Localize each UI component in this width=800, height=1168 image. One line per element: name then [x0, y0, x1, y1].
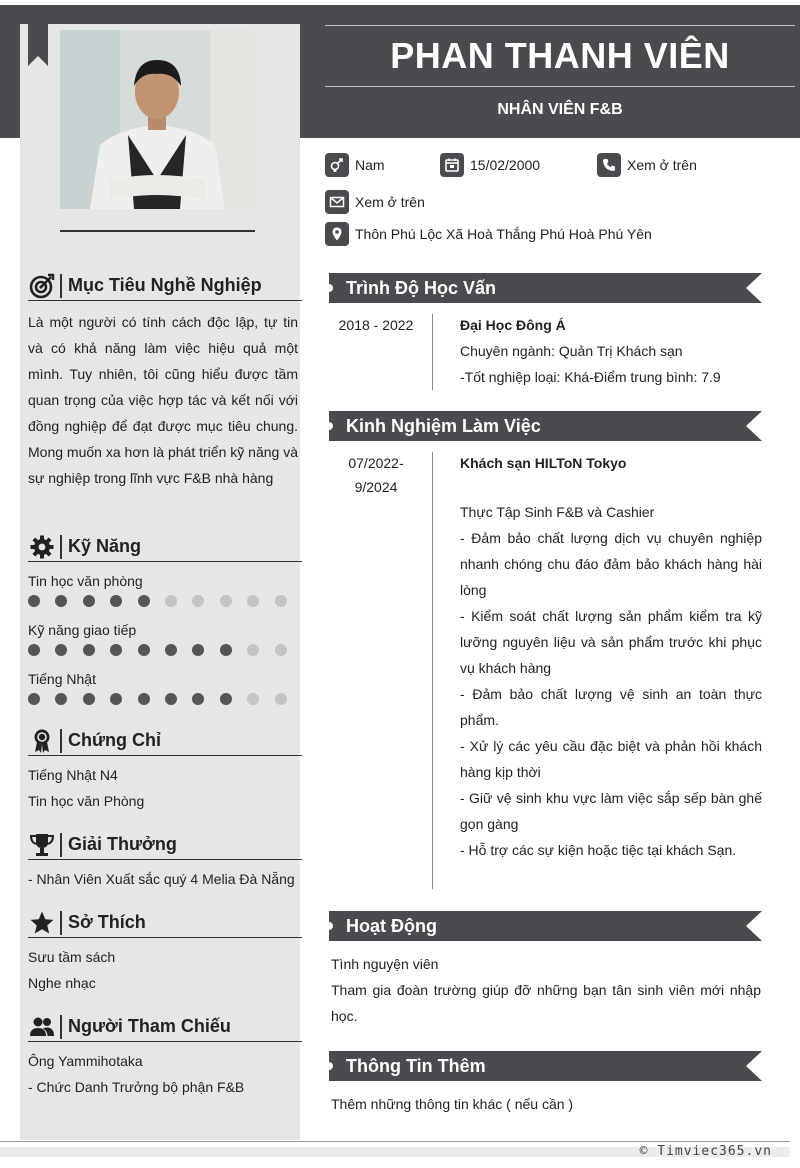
rating-dot-filled	[110, 644, 122, 656]
experience-duty: - Hỗ trợ các sự kiện hoặc tiệc tại khách Sạn.	[460, 842, 737, 858]
gender-icon	[325, 153, 349, 177]
rating-dot-empty	[247, 595, 259, 607]
rating-dot-filled	[28, 693, 40, 705]
experience-duty: - Kiểm soát chất lượng sản phẩm kiểm tra kỹ lưỡng nguyên liệu và sản phẩm trước khi phục vụ khách hàng	[460, 608, 762, 676]
rating-dot-empty	[247, 644, 259, 656]
education-heading	[329, 273, 762, 303]
certificate-item: Tin học văn Phòng	[28, 793, 145, 809]
rating-dot-filled	[165, 644, 177, 656]
reference-item: Ông Yammihotaka	[28, 1053, 143, 1069]
hobby-item: Sưu tầm sách	[28, 949, 116, 965]
trophy-icon	[28, 832, 56, 858]
experience-period-start: 07/2022-	[348, 455, 404, 471]
rating-dot-filled	[83, 693, 95, 705]
activities-heading	[329, 911, 762, 941]
star-icon	[28, 910, 56, 936]
rating-dot-filled	[165, 693, 177, 705]
candidate-name: PHAN THANH VIÊN	[390, 35, 730, 76]
objective-title: Mục Tiêu Nghề Nghiệp	[68, 275, 262, 295]
skills-title: Kỹ Năng	[68, 536, 142, 556]
email-icon	[325, 190, 349, 214]
objective-text: Là một người có tính cách độc lập, tự tin và có khả năng làm việc hiệu quả một mình. Tuy nhiên, tôi cũng hiểu được tầm quan trọng của việc hợp tác và kết nối với đồng nghiệp để đạt được mục tiêu chung. Mong muốn xa hơn là phát triển kỹ năng và sự nghiệp trong lĩnh vực F&B nhà hàng	[28, 314, 298, 486]
rating-dot-filled	[138, 644, 150, 656]
rating-dot-filled	[138, 595, 150, 607]
extra-title: Thông Tin Thêm	[346, 1056, 486, 1076]
education-grade: -Tốt nghiệp loại: Khá-Điểm trung bình: 7.9	[460, 369, 721, 385]
rating-dot-filled	[83, 644, 95, 656]
activity-line: Tình nguyện viên	[331, 956, 439, 972]
rating-dot-filled	[55, 644, 67, 656]
rating-dot-empty	[275, 644, 287, 656]
education-period: 2018 - 2022	[338, 317, 414, 333]
rating-dot-filled	[220, 693, 232, 705]
skill-rating	[28, 595, 302, 607]
rating-dot-filled	[220, 644, 232, 656]
experience-heading	[329, 411, 762, 441]
rating-dot-empty	[165, 595, 177, 607]
education-title: Trình Độ Học Vấn	[346, 278, 497, 298]
email-value: Xem ở trên	[355, 194, 425, 210]
address-value: Thôn Phú Lộc Xã Hoà Thắng Phú Hoà Phú Yên	[355, 226, 652, 242]
location-pin-icon	[325, 222, 349, 246]
photo-divider	[60, 230, 255, 232]
rating-dot-empty	[220, 595, 232, 607]
skills-heading	[28, 532, 302, 562]
rating-dot-filled	[28, 644, 40, 656]
rating-dot-filled	[55, 693, 67, 705]
reference-item: - Chức Danh Trưởng bộ phận F&B	[28, 1079, 245, 1095]
awards-title: Giải Thưởng	[68, 834, 177, 854]
calendar-icon	[440, 153, 464, 177]
experience-duty: - Đảm bảo chất lượng dịch vụ chuyên nghiệp nhanh chóng chu đáo đảm bảo khách hàng hài lòng	[460, 530, 762, 598]
experience-period-end: 9/2024	[354, 479, 398, 495]
experience-company: Khách sạn HILToN Tokyo	[460, 455, 627, 471]
contact-gender	[325, 152, 385, 178]
objective-heading	[28, 271, 302, 301]
rating-dot-filled	[83, 595, 95, 607]
contact-email	[325, 189, 425, 215]
birthday-value: 15/02/2000	[470, 157, 541, 173]
experience-title: Kinh Nghiệm Làm Việc	[346, 416, 541, 436]
phone-value: Xem ở trên	[627, 157, 697, 173]
phone-icon	[597, 153, 621, 177]
activities-title: Hoạt Động	[346, 916, 437, 936]
experience-duty: - Đảm bảo chất lượng vệ sinh an toàn thực phẩm.	[460, 686, 762, 728]
rating-dot-filled	[110, 595, 122, 607]
experience-timeline	[432, 452, 433, 889]
rating-dot-filled	[138, 693, 150, 705]
activity-line: Tham gia đoàn trường giúp đỡ những bạn tân sinh viên mới nhập học.	[331, 982, 761, 1024]
rating-dot-empty	[247, 693, 259, 705]
medal-icon	[28, 728, 56, 754]
profile-photo	[60, 30, 255, 209]
rating-dot-empty	[192, 595, 204, 607]
candidate-role: NHÂN VIÊN F&B	[497, 101, 623, 118]
skill-rating	[28, 693, 302, 705]
rating-dot-empty	[275, 595, 287, 607]
users-icon	[28, 1014, 56, 1040]
hobby-item: Nghe nhạc	[28, 975, 96, 991]
rating-dot-filled	[110, 693, 122, 705]
experience-position: Thực Tập Sinh F&B và Cashier	[460, 504, 655, 520]
contact-address	[325, 221, 652, 247]
experience-duty: - Xử lý các yêu cầu đặc biệt và phản hồi khách hàng kịp thời	[460, 738, 762, 780]
footer-credit: © Timviec365.vn	[639, 1144, 772, 1159]
certificate-item: Tiếng Nhật N4	[28, 767, 118, 783]
rating-dot-filled	[192, 644, 204, 656]
hobbies-heading	[28, 908, 302, 938]
extra-heading	[329, 1051, 762, 1081]
awards-heading	[28, 830, 302, 860]
experience-duty: - Giữ vệ sinh khu vực làm việc sắp sếp bàn ghế gọn gàng	[460, 790, 762, 832]
award-item: - Nhân Viên Xuất sắc quý 4 Melia Đà Nẵng	[28, 871, 295, 887]
hobbies-title: Sở Thích	[68, 912, 146, 932]
rating-dot-filled	[192, 693, 204, 705]
target-icon	[28, 273, 56, 299]
skill-name: Tiếng Nhật	[28, 671, 96, 687]
references-heading	[28, 1012, 302, 1042]
contact-birthday	[440, 152, 540, 178]
gear-icon	[28, 534, 56, 560]
certificates-title: Chứng Chỉ	[68, 730, 162, 750]
education-major: Chuyên ngành: Quản Trị Khách sạn	[460, 343, 683, 359]
certificates-heading	[28, 726, 302, 756]
skill-name: Tin học văn phòng	[28, 573, 143, 589]
education-timeline	[432, 314, 433, 390]
bookmark-ribbon	[28, 24, 48, 66]
rating-dot-empty	[275, 693, 287, 705]
name-bottom-rule	[325, 86, 795, 87]
references-title: Người Tham Chiếu	[68, 1016, 231, 1036]
gender-value: Nam	[355, 157, 385, 173]
rating-dot-filled	[28, 595, 40, 607]
footer-rule	[0, 1141, 790, 1142]
education-school: Đại Học Đông Á	[460, 317, 566, 333]
skill-name: Kỹ năng giao tiếp	[28, 622, 137, 638]
contact-phone	[597, 152, 697, 178]
extra-text: Thêm những thông tin khác ( nếu cần )	[331, 1096, 574, 1112]
skill-rating	[28, 644, 302, 656]
rating-dot-filled	[55, 595, 67, 607]
